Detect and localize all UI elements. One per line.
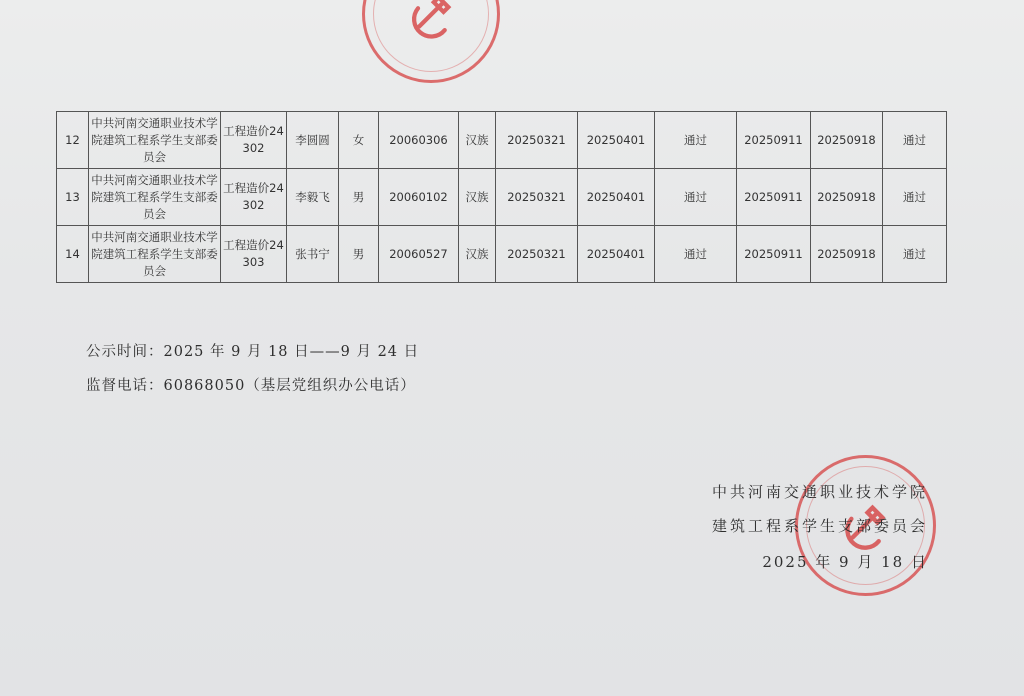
cell-date3: 20250911 — [737, 226, 811, 283]
cell-class-name: 工程造价24302 — [221, 169, 287, 226]
signature-org-line1: 中共河南交通职业技术学院 — [711, 483, 928, 501]
cell-name: 李圆圆 — [287, 112, 339, 169]
publish-period: 公示时间：2025 年 9 月 18 日——9 月 24 日 — [86, 344, 420, 360]
cell-branch: 中共河南交通职业技术学院建筑工程系学生支部委员会 — [89, 226, 221, 283]
member-table — [56, 111, 947, 283]
cell-branch: 中共河南交通职业技术学院建筑工程系学生支部委员会 — [89, 169, 221, 226]
cell-name: 李毅飞 — [287, 169, 339, 226]
cell-branch: 中共河南交通职业技术学院建筑工程系学生支部委员会 — [89, 112, 221, 169]
cell-date4: 20250918 — [811, 226, 883, 283]
cell-date3: 20250911 — [737, 112, 811, 169]
official-seal-top — [362, 0, 500, 83]
cell-class-name: 工程造价24302 — [221, 112, 287, 169]
cell-date1: 20250321 — [496, 226, 578, 283]
cell-ethnicity: 汉族 — [459, 226, 496, 283]
cell-date2: 20250401 — [578, 226, 655, 283]
cell-result2: 通过 — [883, 169, 947, 226]
cell-date1: 20250321 — [496, 112, 578, 169]
signature-date: 2025 年 9 月 18 日 — [762, 553, 928, 571]
cell-date1: 20250321 — [496, 169, 578, 226]
cell-class-name: 工程造价24303 — [221, 226, 287, 283]
party-emblem-icon — [401, 0, 462, 44]
cell-name: 张书宁 — [287, 226, 339, 283]
cell-birth: 20060102 — [379, 169, 459, 226]
cell-date4: 20250918 — [811, 169, 883, 226]
cell-gender: 女 — [339, 112, 379, 169]
cell-date2: 20250401 — [578, 112, 655, 169]
cell-result2: 通过 — [883, 226, 947, 283]
cell-date3: 20250911 — [737, 169, 811, 226]
table-row — [57, 112, 947, 169]
signature-org-line2: 建筑工程系学生支部委员会 — [711, 517, 928, 535]
cell-no: 12 — [57, 112, 89, 169]
cell-birth: 20060306 — [379, 112, 459, 169]
cell-date4: 20250918 — [811, 112, 883, 169]
cell-result2: 通过 — [883, 112, 947, 169]
cell-result1: 通过 — [655, 169, 737, 226]
cell-result1: 通过 — [655, 226, 737, 283]
cell-ethnicity: 汉族 — [459, 169, 496, 226]
table-row — [57, 169, 947, 226]
cell-birth: 20060527 — [379, 226, 459, 283]
cell-no: 13 — [57, 169, 89, 226]
cell-result1: 通过 — [655, 112, 737, 169]
cell-gender: 男 — [339, 226, 379, 283]
cell-no: 14 — [57, 226, 89, 283]
supervision-phone: 监督电话：60868050（基层党组织办公电话） — [86, 378, 416, 394]
table-row — [57, 226, 947, 283]
cell-gender: 男 — [339, 169, 379, 226]
cell-date2: 20250401 — [578, 169, 655, 226]
cell-ethnicity: 汉族 — [459, 112, 496, 169]
